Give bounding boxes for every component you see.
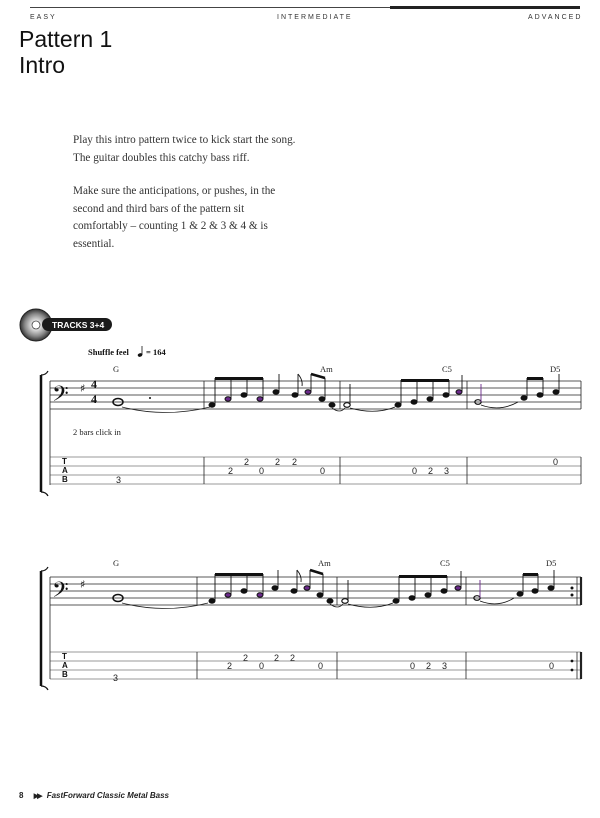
svg-text:𝄢: 𝄢 (52, 382, 69, 412)
tab-number: 0 (318, 661, 324, 671)
tab-a: A (62, 661, 68, 670)
tempo-label: Shuffle feel (88, 347, 129, 357)
tempo-value: = 164 (146, 347, 166, 357)
system-1 (41, 364, 581, 496)
click-in-note: 2 bars click in (73, 427, 121, 437)
forward-arrows-icon: ▶▶ (33, 793, 41, 800)
tab-t: T (62, 652, 67, 661)
sharp-icon: ♯ (80, 578, 86, 591)
chord-g: G (113, 558, 120, 568)
tab-number: 0 (320, 466, 326, 476)
level-advanced: ADVANCED (528, 14, 583, 21)
bar4-notes (475, 374, 559, 408)
page-number: 8 (19, 791, 24, 800)
tracks-badge-label: TRACKS 3+4 (52, 320, 105, 330)
tab-number: 0 (549, 661, 555, 671)
tab-number: 2 (274, 653, 280, 663)
page-title: Pattern 1 (19, 26, 113, 52)
chord-am: Am (318, 558, 331, 568)
tab-number: 2 (290, 653, 296, 663)
level-easy: EASY (30, 14, 57, 21)
repeat-dots (571, 587, 574, 597)
chord-d5: D5 (550, 364, 561, 374)
bar3-notes (342, 571, 461, 607)
level-intermediate: INTERMEDIATE (277, 14, 353, 21)
tab-number: 2 (227, 661, 233, 671)
tab-number: 3 (116, 475, 122, 485)
tab-number: 0 (259, 661, 265, 671)
sharp-icon: ♯ (80, 382, 86, 395)
tab-number: 3 (113, 673, 119, 683)
time-sig-top: 4 (91, 377, 97, 391)
time-sig-bottom: 4 (91, 392, 97, 406)
tab-number: 2 (243, 653, 249, 663)
tab-number: 0 (553, 457, 559, 467)
tab-t: T (62, 457, 67, 466)
tab-lines (50, 457, 581, 484)
tab-b: B (62, 475, 68, 484)
chord-am: Am (320, 364, 333, 374)
bass-clef-icon (52, 382, 69, 412)
chord-d5: D5 (546, 558, 557, 568)
instruction-paragraph: Make sure the anticipations, or pushes, in the second and third bars of the pattern sit comfortably – counting 1 & 2 & 3 & 4 & is essential. (73, 185, 276, 250)
book-title: FastForward Classic Metal Bass (46, 791, 169, 800)
staff-lines (50, 381, 581, 409)
tab-number: 3 (442, 661, 448, 671)
bass-clef-icon (52, 578, 69, 608)
tab-number: 0 (412, 466, 418, 476)
svg-text:𝄢: 𝄢 (52, 578, 69, 608)
bar3-notes (344, 375, 462, 411)
page-footer (19, 791, 169, 800)
chord-c5: C5 (440, 558, 450, 568)
tab-a: A (62, 466, 68, 475)
tab-lines (50, 652, 581, 679)
tab-number: 2 (292, 457, 298, 467)
chord-c5: C5 (442, 364, 452, 374)
tab-number: 3 (444, 466, 450, 476)
staff-lines (50, 577, 581, 605)
tab-number: 2 (228, 466, 234, 476)
system-2 (41, 558, 581, 690)
tab-number: 2 (428, 466, 434, 476)
tab-number: 2 (426, 661, 432, 671)
tab-number: 0 (259, 466, 265, 476)
tab-b: B (62, 670, 68, 679)
bar4-notes (474, 570, 554, 604)
tab-number: 2 (244, 457, 250, 467)
tab-number: 0 (410, 661, 416, 671)
chord-g: G (113, 364, 120, 374)
page-subtitle: Intro (19, 52, 66, 78)
intro-paragraph: Play this intro pattern twice to kick start the song. The guitar doubles this catchy bass riff. (73, 134, 296, 164)
tab-number: 2 (275, 457, 281, 467)
quarter-note-icon (137, 346, 142, 357)
